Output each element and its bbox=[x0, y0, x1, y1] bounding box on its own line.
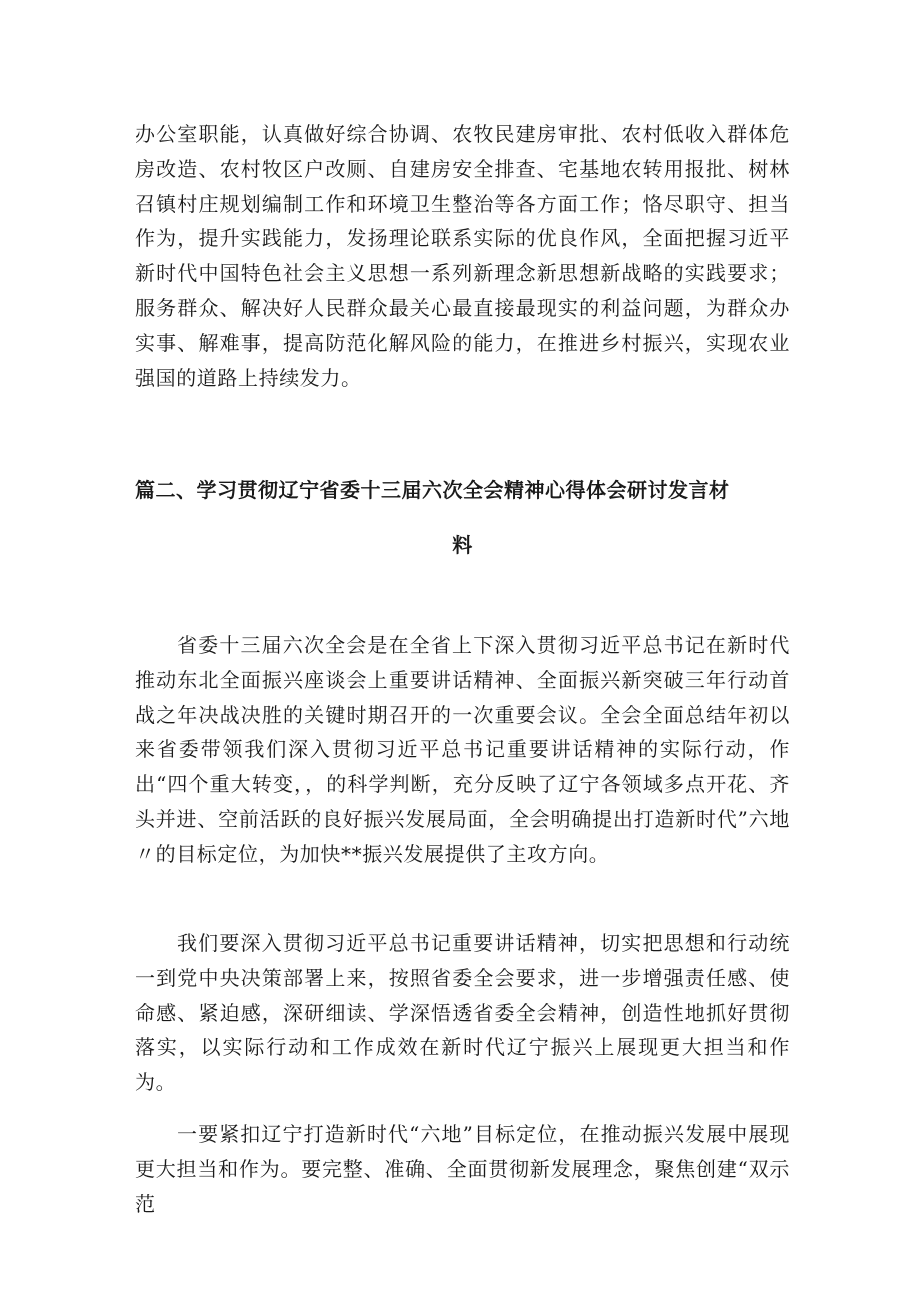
body-paragraph-3: 一要紧扣辽宁打造新时代“六地”目标定位，在推动振兴发展中展现更大担当和作为。要完整、准确、全面贯彻新发展理念，聚焦创建“双示范 bbox=[135, 1122, 790, 1216]
section-heading-line1: 篇二、学习贯彻辽宁省委十三届六次全会精神心得体会研讨发言材 bbox=[135, 478, 730, 502]
section-heading bbox=[135, 463, 790, 573]
body-paragraph-2: 我们要深入贯彻习近平总书记重要讲话精神，切实把思想和行动统一到党中央决策部署上来，按照省委全会要求，进一步增强责任感、使命感、紧迫感，深研细读、学深悟透省委全会精神，创造性地抓好贯彻落实，以实际行动和工作成效在新时代辽宁振兴上展现更大担当和作为。 bbox=[135, 931, 790, 1095]
body-paragraph-1: 省委十三届六次全会是在全省上下深入贯彻习近平总书记在新时代推动东北全面振兴座谈会上重要讲话精神、全面振兴新突破三年行动首战之年决战决胜的关键时期召开的一次重要会议。全会全面总结年初以来省委带领我们深入贯彻习近平总书记重要讲话精神的实际行动，作出“四个重大转变，，的科学判断，充分反映了辽宁各领域多点开花、齐头并进、空前活跃的良好振兴发展局面，全会明确提出打造新时代”六地〃的目标定位，为加快**振兴发展提供了主攻方向。 bbox=[135, 633, 790, 866]
section-heading-line2: 料 bbox=[452, 533, 473, 557]
continued-paragraph: 办公室职能，认真做好综合协调、农牧民建房审批、农村低收入群体危房改造、农村牧区户改厕、自建房安全排查、宅基地农转用报批、树林召镇村庄规划编制工作和环境卫生整治等各方面工作；恪尽职守、担当作为，提升实践能力，发扬理论联系实际的优良作风，全面把握习近平新时代中国特色社会主义思想一系列新理念新思想新战略的实践要求；服务群众、解决好人民群众最关心最直接最现实的利益问题，为群众办实事、解难事，提高防范化解风险的能力，在推进乡村振兴，实现农业强国的道路上持续发力。 bbox=[135, 122, 790, 390]
